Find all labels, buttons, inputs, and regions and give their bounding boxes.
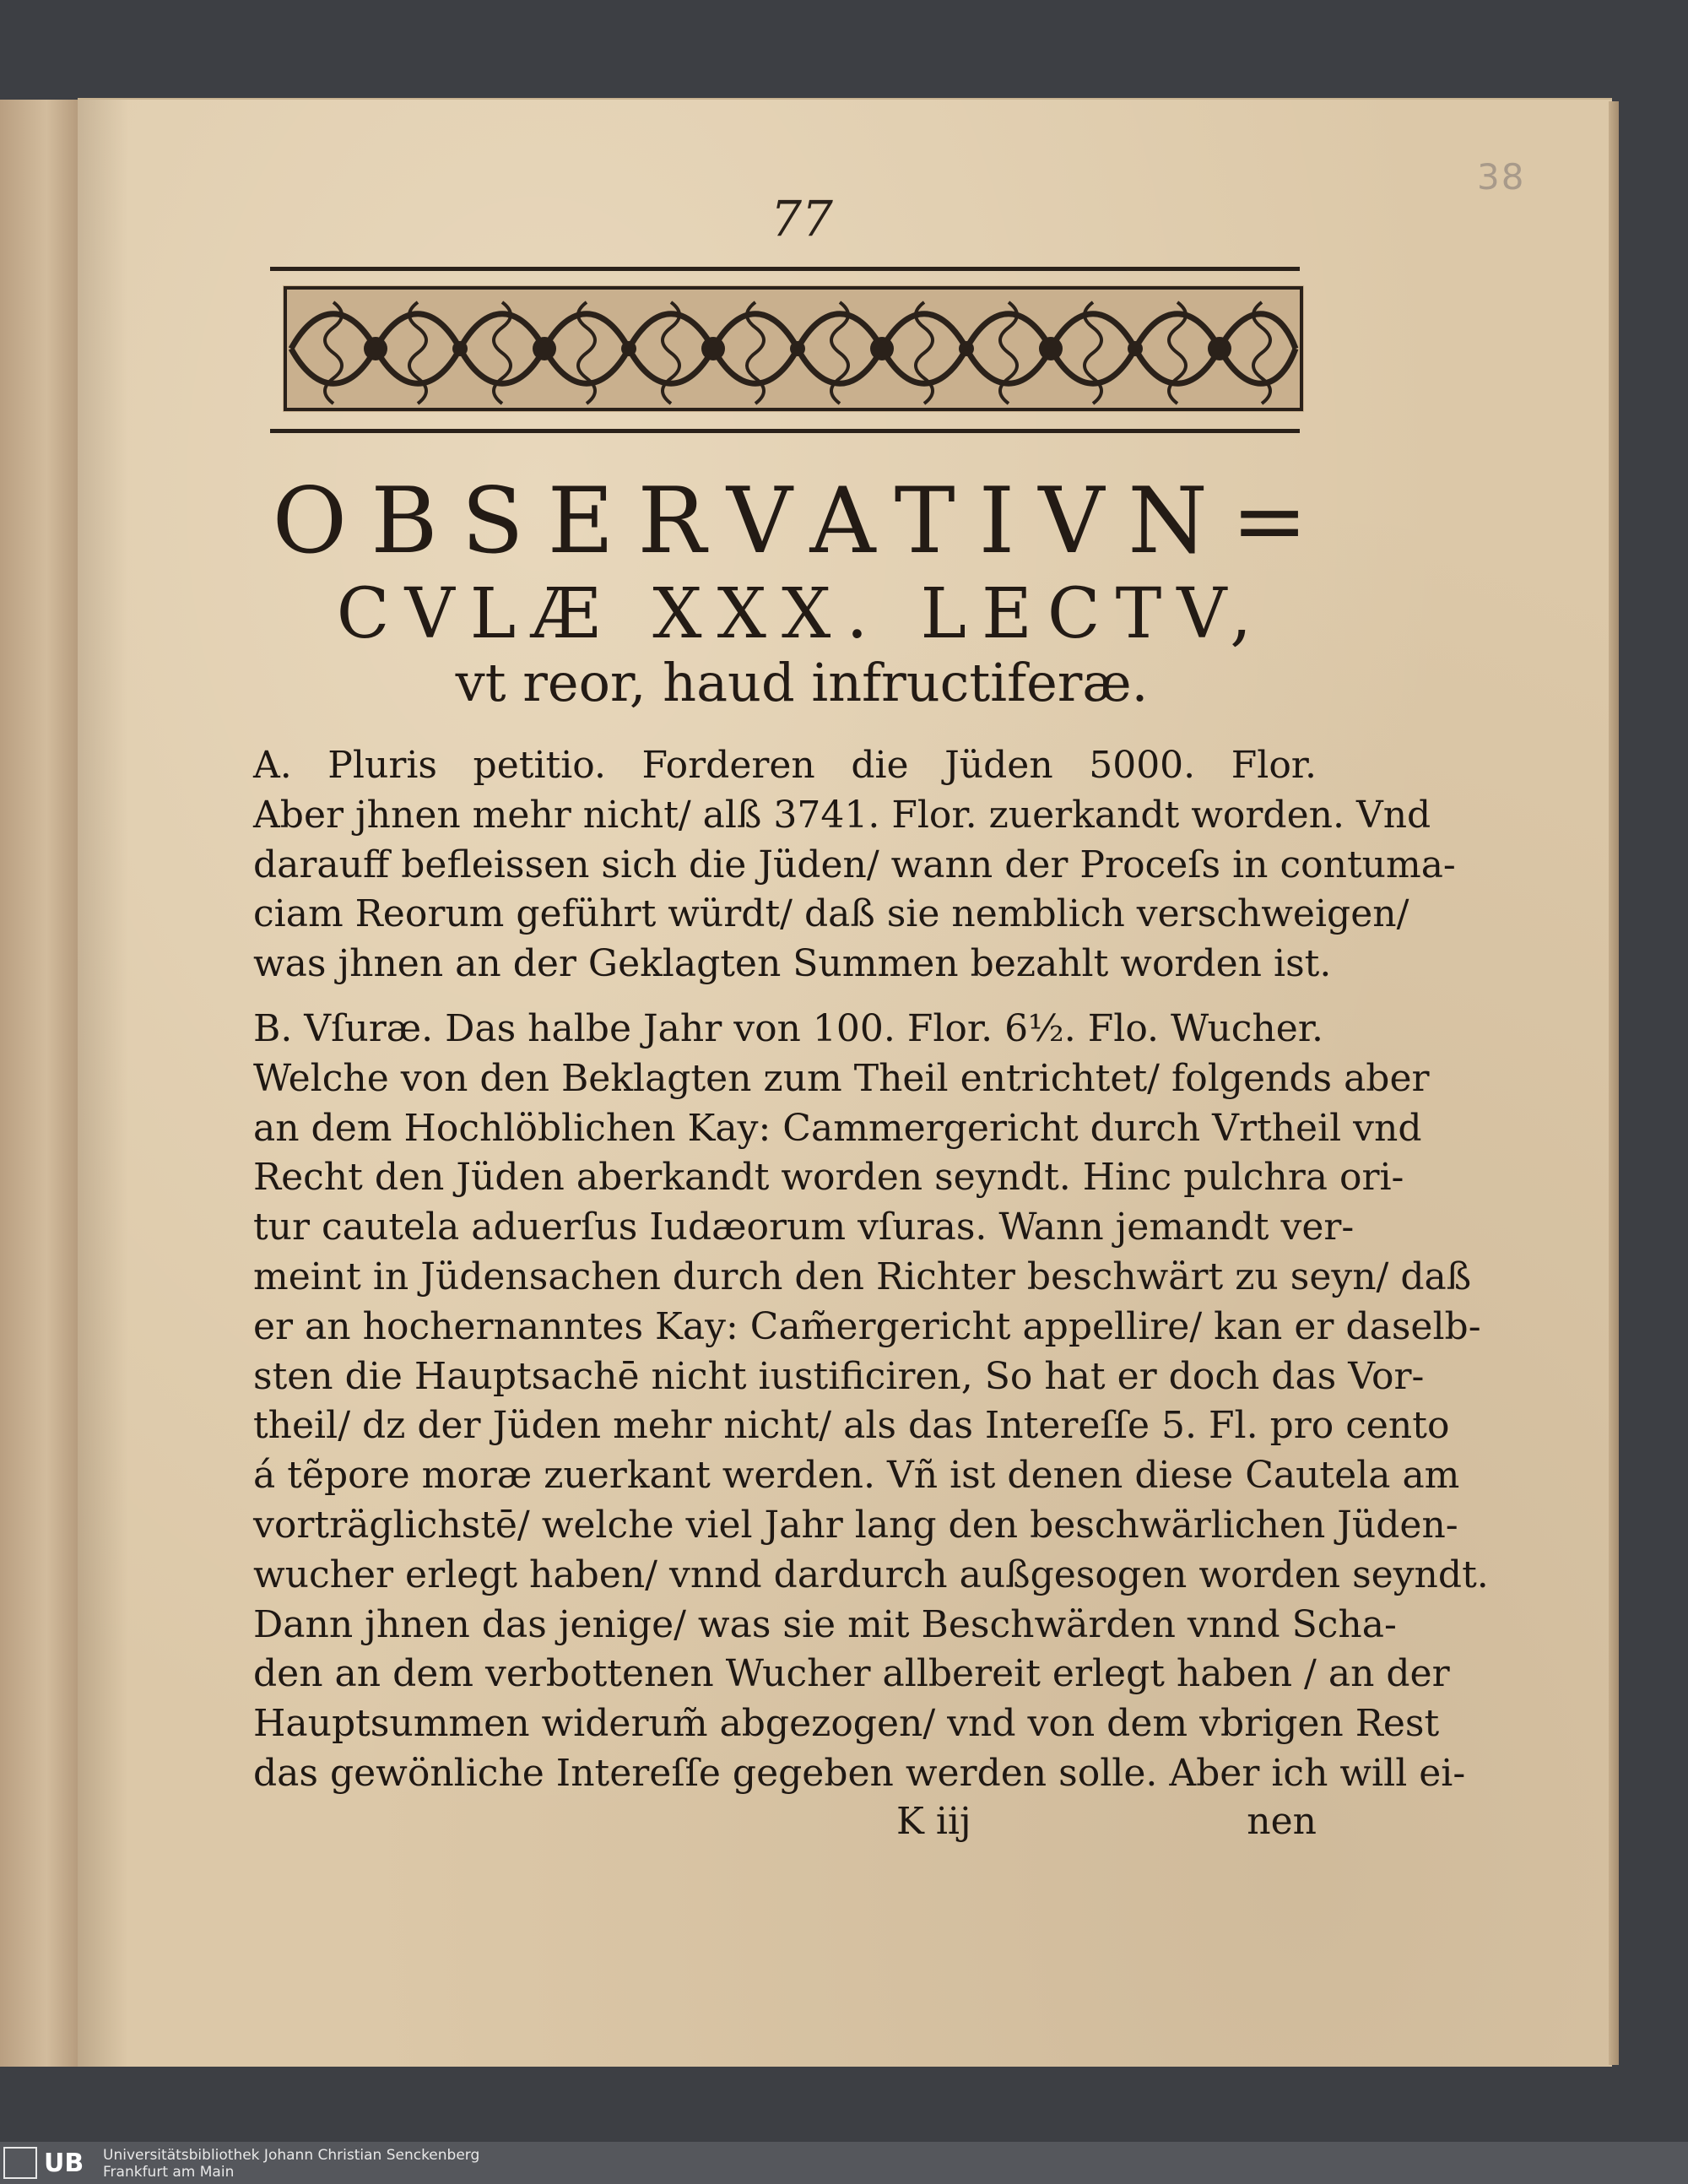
bottom-rule — [270, 429, 1300, 433]
text-line: darauff befleissen sich die Jüden/ wann der Proceſs in contuma- — [253, 843, 1456, 886]
text-line: das gewönliche Intereſſe gegeben werden solle. Aber ich will ei- — [253, 1751, 1466, 1795]
logo-text: UB — [44, 2148, 84, 2178]
library-footer — [0, 2142, 1688, 2184]
body-text — [253, 741, 1489, 1799]
top-rule — [270, 267, 1300, 271]
text-line: vorträglichstē/ welche viel Jahr lang den beschwärlichen Jüden- — [253, 1503, 1458, 1547]
page-number: 77 — [771, 190, 833, 247]
text-line: meint in Jüdensachen durch den Richter beschwärt zu seyn/ daß — [253, 1255, 1472, 1298]
text-line: was jhnen an der Geklagten Summen bezahlt worden ist. — [253, 942, 1332, 986]
text-line: Recht den Jüden aberkandt worden seyndt. Hinc pulchra ori- — [253, 1156, 1404, 1200]
footer-line-1: Universitätsbibliothek Johann Christian Senckenberg — [103, 2147, 480, 2164]
pencil-margin-note: 38 — [1477, 156, 1526, 198]
text-line: sten die Hauptsachē nicht iustificiren, So hat er doch das Vor- — [253, 1354, 1425, 1398]
paragraph-gap — [253, 989, 1317, 1005]
signature-mark: K iij — [896, 1800, 971, 1843]
text-line: á tẽpore moræ zuerkant werden. Vñ ist denen diese Cautela am — [253, 1454, 1460, 1498]
text-line: an dem Hochlöblichen Kay: Cammergericht durch Vrtheil vnd — [253, 1106, 1422, 1150]
text-line: B. Vſuræ. Das halbe Jahr von 100. Flor. 6½. Flo. Wucher. — [253, 1006, 1323, 1050]
facing-page-edge — [0, 100, 80, 2067]
catchword: nen — [1247, 1800, 1317, 1843]
title-line-1: OBSERVATIVN= — [272, 469, 1332, 574]
text-line: Welche von den Beklagten zum Theil entrichtet/ folgends aber — [253, 1056, 1430, 1100]
text-line: Dann jhnen das jenige/ was sie mit Beschwärden vnnd Scha- — [253, 1602, 1397, 1646]
text-line: er an hochernanntes Kay: Cam̃ergericht appellire/ kan er daselb- — [253, 1304, 1481, 1348]
page-edge — [1609, 101, 1619, 2065]
text-line: theil/ dz der Jüden mehr nicht/ als das Intereſſe 5. Fl. pro cento — [253, 1404, 1450, 1448]
title-line-2: CVLÆ XXX. LECTV, — [336, 574, 1268, 654]
text-line: wucher erlegt haben/ vnnd dardurch außgesogen worden seyndt. — [253, 1553, 1489, 1596]
text-line: tur cautela aduerſus Iudæorum vſuras. Wann jemandt ver- — [253, 1206, 1355, 1249]
logo-square-icon — [3, 2147, 37, 2179]
text-line: Hauptsummen widerum̃ abgezogen/ vnd von dem vbrigen Rest — [253, 1702, 1440, 1746]
library-logo — [3, 2145, 96, 2181]
text-line: den an dem verbottenen Wucher allbereit erlegt haben / an der — [253, 1652, 1450, 1696]
text-line: A. Pluris petitio. Forderen die Jüden 5000. Flor. — [253, 744, 1317, 787]
footer-text — [103, 2147, 479, 2181]
text-line: ciam Reorum geführt würdt/ daß sie nemblich verschweigen/ — [253, 892, 1409, 936]
text-line: Aber jhnen mehr nicht/ alß 3741. Flor. zuerkandt worden. Vnd — [253, 793, 1431, 837]
footer-line-2: Frankfurt am Main — [103, 2164, 235, 2181]
signature-row — [253, 1800, 1317, 1851]
title-line-3: vt reor, haud infructiferæ. — [455, 652, 1149, 713]
ornamental-headpiece — [283, 285, 1304, 412]
